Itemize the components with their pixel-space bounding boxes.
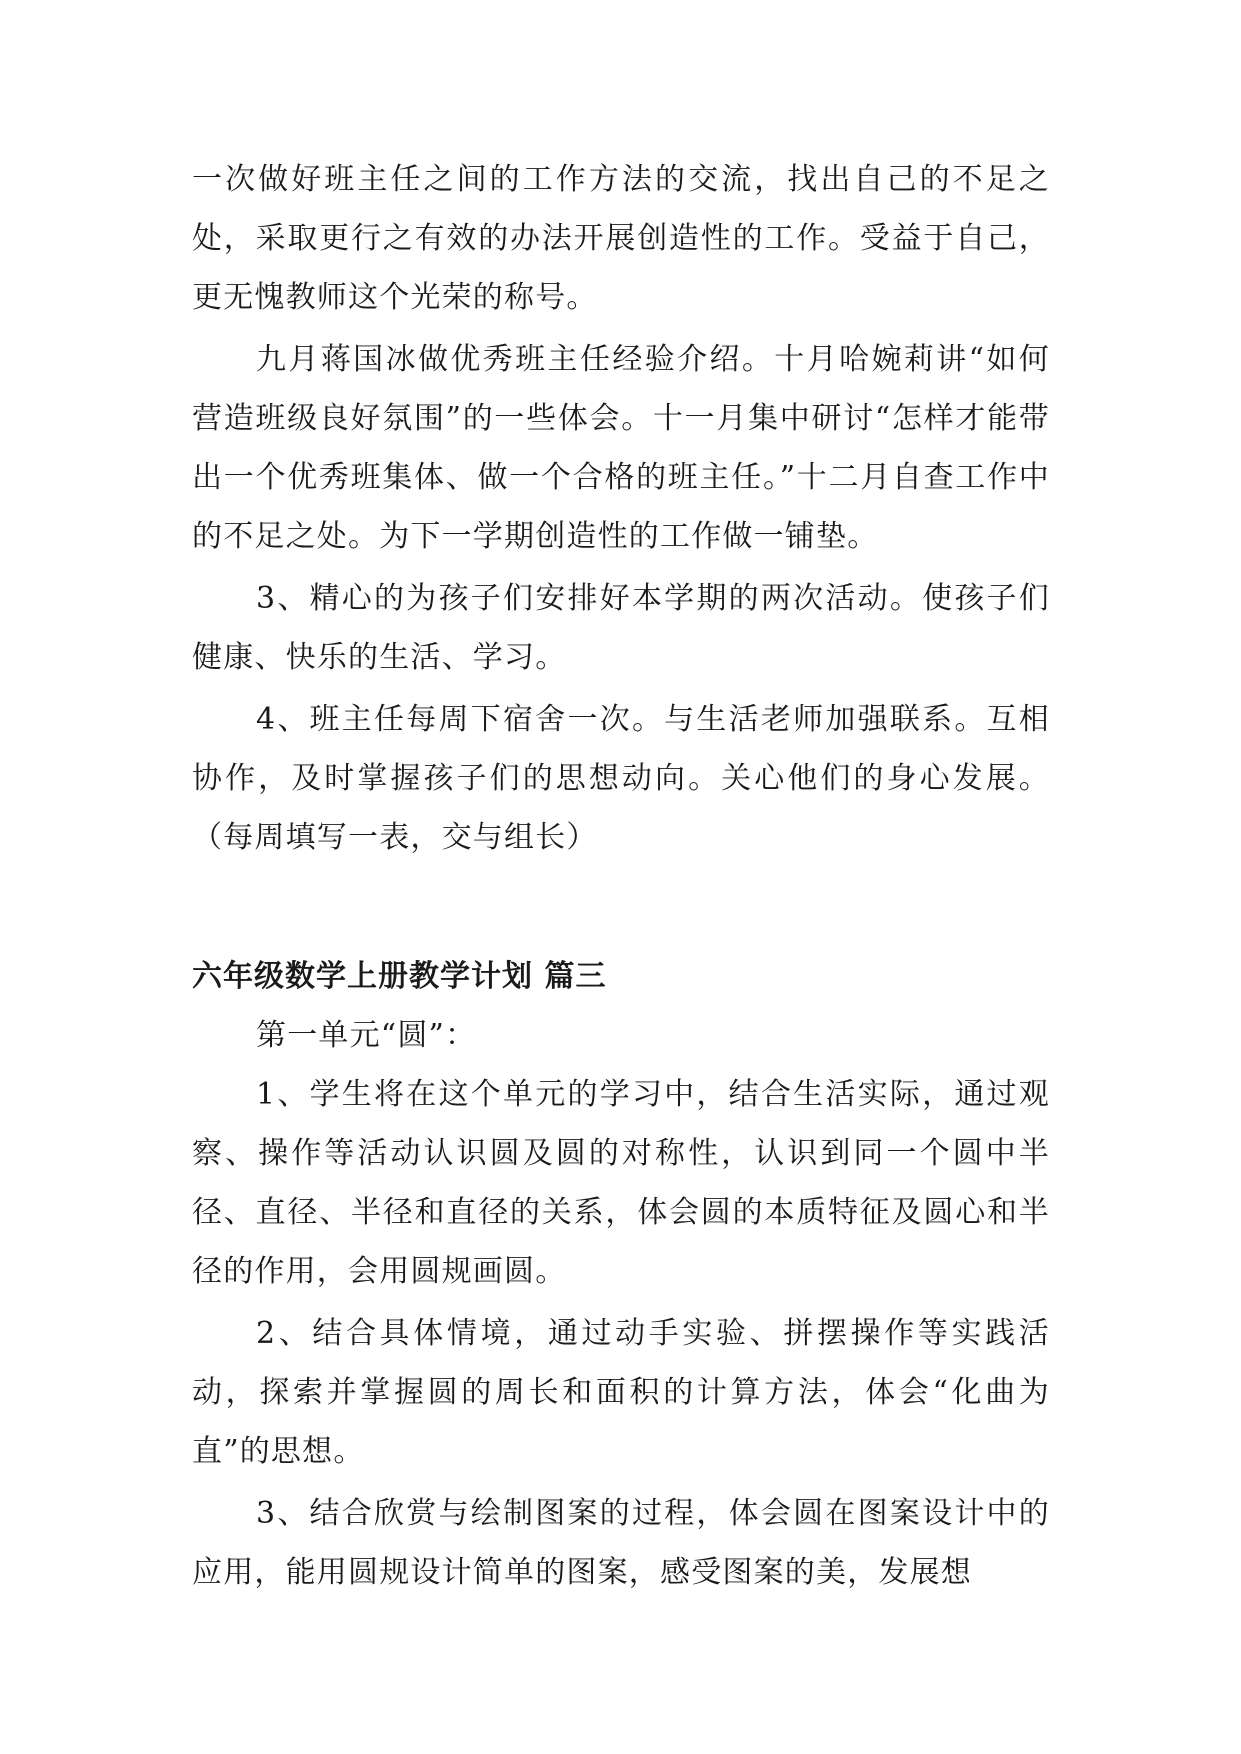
paragraph-unit-item-3: 3、结合欣赏与绘制图案的过程，体会圆在图案设计中的应用，能用圆规设计简单的图案，感受图案的美，发展想 [192, 1496, 1050, 1590]
paragraph-monthly-schedule: 九月蒋国冰做优秀班主任经验介绍。十月哈婉莉讲“如何营造班级良好氛围”的一些体会。十一月集中研讨“怎样才能带出一个优秀班集体、做一个合格的班主任。”十二月自查工作中的不足之处。为下一学期创造性的工作做一铺垫。 [192, 342, 1050, 554]
paragraph-exchange: 一次做好班主任之间的工作方法的交流，找出自己的不足之处，采取更行之有效的办法开展创造性的工作。受益于自己，更无愧教师这个光荣的称号。 [192, 162, 1050, 315]
paragraph-item-3: 3、精心的为孩子们安排好本学期的两次活动。使孩子们健康、快乐的生活、学习。 [192, 581, 1050, 675]
paragraph-unit-item-1: 1、学生将在这个单元的学习中，结合生活实际，通过观察、操作等活动认识圆及圆的对称性，认识到同一个圆中半径、直径、半径和直径的关系，体会圆的本质特征及圆心和半径的作用，会用圆规画圆。 [192, 1077, 1050, 1289]
section-title: 六年级数学上册教学计划 篇三 [192, 959, 607, 994]
unit-heading: 第一单元“圆”： [256, 1018, 477, 1053]
paragraph-item-4: 4、班主任每周下宿舍一次。与生活老师加强联系。互相协作，及时掌握孩子们的思想动向。关心他们的身心发展。（每周填写一表，交与组长） [192, 702, 1050, 855]
document-page [192, 150, 1050, 1602]
paragraph-unit-item-2: 2、结合具体情境，通过动手实验、拼摆操作等实践活动，探索并掌握圆的周长和面积的计算方法，体会“化曲为直”的思想。 [192, 1316, 1050, 1469]
